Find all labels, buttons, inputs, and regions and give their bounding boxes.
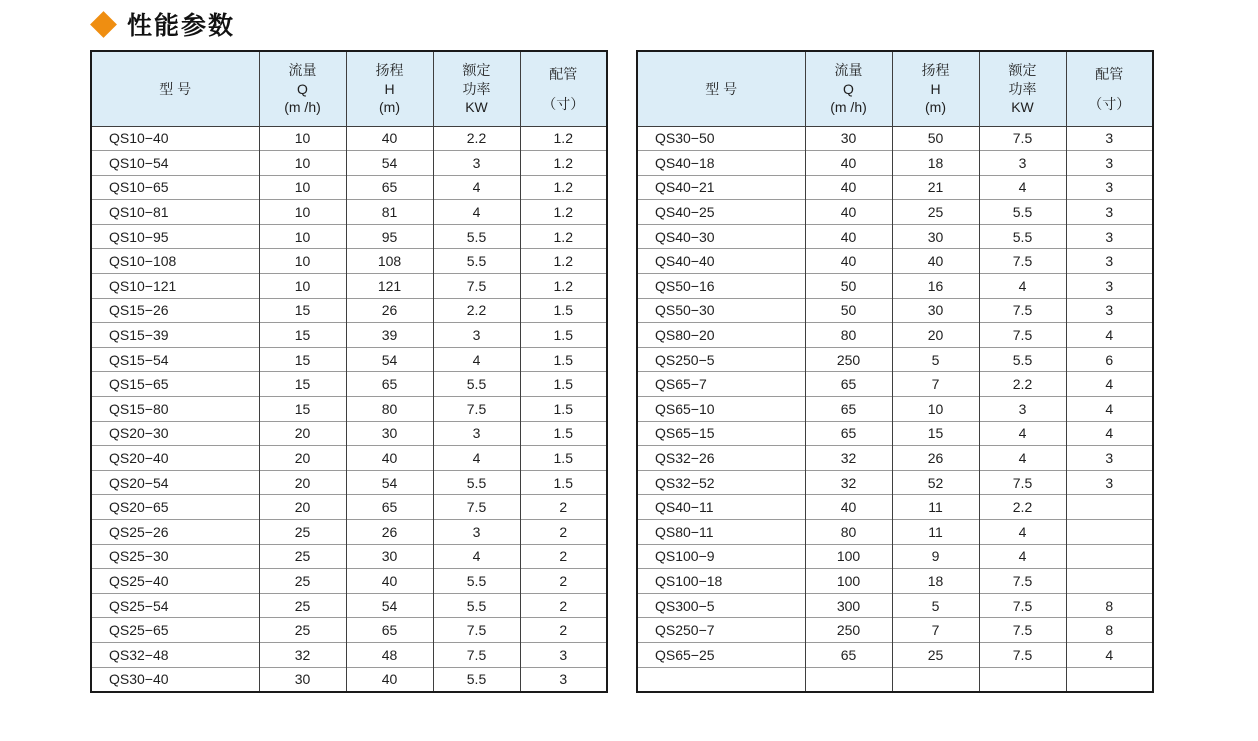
- cell-flow: 80: [805, 323, 892, 348]
- cell-power: 3: [433, 421, 520, 446]
- cell-power: 4: [433, 200, 520, 225]
- table-row: [637, 593, 1153, 618]
- cell-model: QS15−39: [91, 323, 259, 348]
- cell-flow: 15: [259, 372, 346, 397]
- cell-model: QS40−11: [637, 495, 805, 520]
- table-row: [91, 569, 607, 594]
- cell-power: 4: [433, 347, 520, 372]
- cell-model: QS25−54: [91, 593, 259, 618]
- cell-flow: 25: [259, 544, 346, 569]
- cell-pipe: 4: [1066, 421, 1153, 446]
- cell-power: 2.2: [433, 126, 520, 151]
- cell-head: 5: [892, 593, 979, 618]
- header-row: [91, 51, 607, 126]
- cell-power: 5.5: [433, 667, 520, 692]
- cell-head: 20: [892, 323, 979, 348]
- cell-pipe: 1.2: [520, 151, 607, 176]
- table-row: [91, 249, 607, 274]
- cell-power: 4: [979, 544, 1066, 569]
- cell-model: QS15−54: [91, 347, 259, 372]
- cell-head: 26: [346, 298, 433, 323]
- cell-flow: 250: [805, 618, 892, 643]
- cell-model: QS10−108: [91, 249, 259, 274]
- cell-model: QS50−16: [637, 274, 805, 299]
- cell-power: 4: [433, 544, 520, 569]
- cell-head: 21: [892, 175, 979, 200]
- table-row: [91, 593, 607, 618]
- cell-head: 40: [346, 667, 433, 692]
- cell-pipe: [1066, 569, 1153, 594]
- cell-model: QS20−65: [91, 495, 259, 520]
- cell-power: 2.2: [433, 298, 520, 323]
- cell-head: 50: [892, 126, 979, 151]
- cell-pipe: 1.2: [520, 224, 607, 249]
- section-title-row: [88, 6, 235, 42]
- cell-power: 7.5: [433, 618, 520, 643]
- cell-flow: 10: [259, 274, 346, 299]
- cell-pipe: 3: [1066, 175, 1153, 200]
- cell-flow: 10: [259, 126, 346, 151]
- cell-pipe: 1.2: [520, 274, 607, 299]
- cell-head: 25: [892, 200, 979, 225]
- table-row: [637, 298, 1153, 323]
- page-title: 性能参数: [127, 12, 236, 40]
- col-header-model-label: 型 号: [705, 80, 738, 97]
- cell-pipe: 4: [1066, 372, 1153, 397]
- table-row: [637, 397, 1153, 422]
- cell-flow: 20: [259, 446, 346, 471]
- cell-flow: 32: [259, 642, 346, 667]
- cell-pipe: 2: [520, 520, 607, 545]
- cell-head: 15: [892, 421, 979, 446]
- col-header-pipe: 配管 （寸）: [1066, 51, 1153, 126]
- table-row: [637, 667, 1153, 692]
- cell-power: 7.5: [433, 274, 520, 299]
- cell-model: QS65−7: [637, 372, 805, 397]
- table-row: [637, 323, 1153, 348]
- table-row: [91, 224, 607, 249]
- cell-model: QS25−26: [91, 520, 259, 545]
- cell-head: 30: [892, 298, 979, 323]
- cell-flow: 40: [805, 175, 892, 200]
- cell-power: 4: [433, 446, 520, 471]
- table-row: [637, 126, 1153, 151]
- cell-head: 16: [892, 274, 979, 299]
- cell-power: 7.5: [979, 249, 1066, 274]
- cell-pipe: 8: [1066, 593, 1153, 618]
- table-row: [637, 421, 1153, 446]
- cell-flow: 32: [805, 446, 892, 471]
- cell-power: 4: [979, 520, 1066, 545]
- cell-model: QS10−65: [91, 175, 259, 200]
- cell-model: QS250−7: [637, 618, 805, 643]
- cell-power: 3: [979, 151, 1066, 176]
- cell-model: QS10−54: [91, 151, 259, 176]
- cell-flow: 25: [259, 569, 346, 594]
- table-row: [91, 618, 607, 643]
- cell-model: QS250−5: [637, 347, 805, 372]
- cell-model: QS65−25: [637, 642, 805, 667]
- cell-model: QS65−15: [637, 421, 805, 446]
- cell-flow: 100: [805, 569, 892, 594]
- cell-pipe: 1.5: [520, 397, 607, 422]
- cell-flow: 20: [259, 495, 346, 520]
- cell-model: QS40−21: [637, 175, 805, 200]
- table-row: [637, 175, 1153, 200]
- cell-flow: 30: [259, 667, 346, 692]
- cell-model: QS300−5: [637, 593, 805, 618]
- cell-flow: 50: [805, 274, 892, 299]
- cell-flow: 10: [259, 175, 346, 200]
- col-header-flow: 流量 Q (m /h): [259, 51, 346, 126]
- cell-flow: 65: [805, 372, 892, 397]
- cell-head: 30: [346, 544, 433, 569]
- cell-pipe: 2: [520, 569, 607, 594]
- cell-pipe: 4: [1066, 642, 1153, 667]
- cell-flow: 10: [259, 151, 346, 176]
- col-header-model: [637, 51, 805, 126]
- cell-power: 5.5: [979, 347, 1066, 372]
- cell-power: 2.2: [979, 495, 1066, 520]
- cell-pipe: 2: [520, 544, 607, 569]
- cell-model: QS25−30: [91, 544, 259, 569]
- cell-head: 10: [892, 397, 979, 422]
- table-row: [637, 446, 1153, 471]
- cell-model: QS15−26: [91, 298, 259, 323]
- cell-head: 52: [892, 470, 979, 495]
- col-header-power: 额定 功率 KW: [433, 51, 520, 126]
- cell-head: 7: [892, 372, 979, 397]
- table-row: [637, 642, 1153, 667]
- cell-flow: 32: [805, 470, 892, 495]
- table-row: [91, 446, 607, 471]
- cell-flow: 40: [805, 151, 892, 176]
- performance-table-right: [636, 50, 1154, 693]
- cell-power: 7.5: [979, 470, 1066, 495]
- cell-power: 5.5: [433, 569, 520, 594]
- cell-head: 11: [892, 495, 979, 520]
- cell-model: QS10−121: [91, 274, 259, 299]
- cell-head: 18: [892, 569, 979, 594]
- cell-flow: 40: [805, 495, 892, 520]
- cell-pipe: 6: [1066, 347, 1153, 372]
- cell-model: QS32−52: [637, 470, 805, 495]
- cell-pipe: 2: [520, 593, 607, 618]
- table-row: [637, 200, 1153, 225]
- cell-pipe: 1.5: [520, 298, 607, 323]
- cell-power: 5.5: [979, 200, 1066, 225]
- table-body-left: [91, 126, 607, 692]
- cell-head: 30: [892, 224, 979, 249]
- table-row: [637, 274, 1153, 299]
- table-row: [91, 470, 607, 495]
- table-row: [637, 470, 1153, 495]
- performance-table-left: [90, 50, 608, 693]
- cell-head: 40: [892, 249, 979, 274]
- cell-flow: 10: [259, 224, 346, 249]
- cell-model: QS80−20: [637, 323, 805, 348]
- cell-model: QS15−80: [91, 397, 259, 422]
- cell-model: QS20−40: [91, 446, 259, 471]
- cell-pipe: 1.5: [520, 323, 607, 348]
- cell-flow: [805, 667, 892, 692]
- cell-pipe: 1.2: [520, 249, 607, 274]
- cell-model: QS25−65: [91, 618, 259, 643]
- cell-power: 5.5: [433, 224, 520, 249]
- table-row: [91, 397, 607, 422]
- header-row: [637, 51, 1153, 126]
- cell-pipe: 2: [520, 618, 607, 643]
- cell-head: 54: [346, 347, 433, 372]
- cell-model: QS32−48: [91, 642, 259, 667]
- cell-power: 3: [433, 520, 520, 545]
- cell-pipe: 3: [1066, 446, 1153, 471]
- cell-pipe: 3: [1066, 224, 1153, 249]
- cell-flow: 30: [805, 126, 892, 151]
- cell-head: 40: [346, 569, 433, 594]
- col-header-head: 扬程 H (m): [346, 51, 433, 126]
- col-header-model-label: 型 号: [159, 80, 192, 97]
- cell-power: 7.5: [433, 495, 520, 520]
- table-row: [91, 642, 607, 667]
- cell-power: 7.5: [979, 323, 1066, 348]
- cell-model: QS25−40: [91, 569, 259, 594]
- cell-pipe: 1.2: [520, 200, 607, 225]
- cell-model: QS40−18: [637, 151, 805, 176]
- cell-power: 7.5: [979, 298, 1066, 323]
- cell-power: 7.5: [979, 642, 1066, 667]
- cell-head: [892, 667, 979, 692]
- table-row: [637, 372, 1153, 397]
- cell-model: QS40−40: [637, 249, 805, 274]
- table-row: [637, 224, 1153, 249]
- cell-head: 5: [892, 347, 979, 372]
- cell-head: 18: [892, 151, 979, 176]
- cell-pipe: 3: [1066, 298, 1153, 323]
- cell-pipe: 3: [1066, 200, 1153, 225]
- cell-model: QS20−54: [91, 470, 259, 495]
- cell-model: QS100−9: [637, 544, 805, 569]
- cell-power: 7.5: [433, 397, 520, 422]
- cell-flow: 25: [259, 618, 346, 643]
- cell-model: QS30−40: [91, 667, 259, 692]
- cell-head: 48: [346, 642, 433, 667]
- cell-power: 3: [433, 323, 520, 348]
- col-header-power: 额定 功率 KW: [979, 51, 1066, 126]
- table-row: [91, 298, 607, 323]
- cell-power: 3: [979, 397, 1066, 422]
- cell-power: 5.5: [433, 249, 520, 274]
- cell-flow: 15: [259, 323, 346, 348]
- cell-flow: 15: [259, 347, 346, 372]
- table-body-right: [637, 126, 1153, 692]
- cell-flow: 65: [805, 642, 892, 667]
- cell-flow: 15: [259, 397, 346, 422]
- cell-model: QS32−26: [637, 446, 805, 471]
- cell-head: 39: [346, 323, 433, 348]
- cell-flow: 40: [805, 249, 892, 274]
- cell-flow: 25: [259, 593, 346, 618]
- cell-model: QS10−40: [109, 130, 169, 147]
- cell-pipe: 1.5: [520, 446, 607, 471]
- cell-flow: 50: [805, 298, 892, 323]
- table-row: [91, 372, 607, 397]
- table-row: [637, 249, 1153, 274]
- cell-head: 54: [346, 470, 433, 495]
- cell-pipe: 3: [1066, 126, 1153, 151]
- diamond-icon: [90, 11, 117, 38]
- table-row: [91, 667, 607, 692]
- table-row: [91, 520, 607, 545]
- cell-head: 11: [892, 520, 979, 545]
- cell-flow: 80: [805, 520, 892, 545]
- cell-model: QS40−25: [637, 200, 805, 225]
- cell-head: 80: [346, 397, 433, 422]
- col-header-model: [91, 51, 259, 126]
- cell-pipe: 1.2: [520, 175, 607, 200]
- cell-power: 4: [979, 446, 1066, 471]
- cell-flow: 10: [259, 200, 346, 225]
- cell-head: 65: [346, 618, 433, 643]
- cell-pipe: 3: [1066, 249, 1153, 274]
- cell-head: 9: [892, 544, 979, 569]
- cell-model: QS65−10: [637, 397, 805, 422]
- cell-head: 65: [346, 372, 433, 397]
- table-row: [91, 151, 607, 176]
- table-row: [91, 495, 607, 520]
- cell-power: 2.2: [979, 372, 1066, 397]
- table-row: [637, 618, 1153, 643]
- cell-flow: 65: [805, 421, 892, 446]
- tables-container: [90, 50, 1154, 693]
- cell-pipe: 2: [520, 495, 607, 520]
- cell-head: 30: [346, 421, 433, 446]
- table-row: [637, 347, 1153, 372]
- table-row: [91, 274, 607, 299]
- cell-model: [637, 667, 805, 692]
- table-row: [91, 544, 607, 569]
- col-header-pipe: 配管 （寸）: [520, 51, 607, 126]
- cell-head: 95: [346, 224, 433, 249]
- cell-model: QS50−30: [637, 298, 805, 323]
- cell-power: 7.5: [979, 593, 1066, 618]
- cell-head: 54: [346, 151, 433, 176]
- cell-power: 5.5: [433, 470, 520, 495]
- cell-head: 54: [346, 593, 433, 618]
- cell-pipe: 1.5: [520, 347, 607, 372]
- cell-pipe: 4: [1066, 397, 1153, 422]
- cell-head: 81: [346, 200, 433, 225]
- cell-power: 7.5: [433, 642, 520, 667]
- cell-pipe: 3: [1066, 470, 1153, 495]
- table-row: [637, 495, 1153, 520]
- cell-head: 65: [346, 175, 433, 200]
- cell-pipe: [1066, 544, 1153, 569]
- table-row: [637, 569, 1153, 594]
- cell-flow: 25: [259, 520, 346, 545]
- cell-flow: 40: [805, 224, 892, 249]
- table-row: [91, 126, 607, 151]
- cell-flow: 300: [805, 593, 892, 618]
- cell-head: 7: [892, 618, 979, 643]
- cell-flow: 20: [259, 421, 346, 446]
- cell-power: [979, 667, 1066, 692]
- cell-power: 5.5: [979, 224, 1066, 249]
- col-header-head: 扬程 H (m): [892, 51, 979, 126]
- cell-pipe: 1.5: [520, 372, 607, 397]
- cell-power: 5.5: [433, 593, 520, 618]
- table-row: [637, 544, 1153, 569]
- cell-power: 4: [433, 175, 520, 200]
- table-row: [91, 175, 607, 200]
- cell-model: QS10−95: [91, 224, 259, 249]
- cell-pipe: [1066, 495, 1153, 520]
- cell-head: 25: [892, 642, 979, 667]
- cell-model: QS40−30: [637, 224, 805, 249]
- cell-head: 40: [346, 126, 433, 151]
- table-row: [91, 347, 607, 372]
- cell-power: 3: [433, 151, 520, 176]
- cell-pipe: 3: [1066, 151, 1153, 176]
- cell-flow: 20: [259, 470, 346, 495]
- table-row: [637, 520, 1153, 545]
- cell-flow: 15: [259, 298, 346, 323]
- cell-model: QS10−81: [91, 200, 259, 225]
- cell-head: 40: [346, 446, 433, 471]
- cell-pipe: 1.2: [520, 126, 607, 151]
- cell-power: 7.5: [979, 569, 1066, 594]
- cell-power: 5.5: [433, 372, 520, 397]
- cell-power: 4: [979, 274, 1066, 299]
- cell-pipe: 1.5: [520, 421, 607, 446]
- cell-model: QS20−30: [91, 421, 259, 446]
- col-header-flow: 流量 Q (m /h): [805, 51, 892, 126]
- cell-pipe: 1.5: [520, 470, 607, 495]
- cell-flow: 65: [805, 397, 892, 422]
- cell-pipe: 3: [1066, 274, 1153, 299]
- table-row: [91, 323, 607, 348]
- cell-pipe: [1066, 520, 1153, 545]
- cell-flow: 100: [805, 544, 892, 569]
- cell-model: QS100−18: [637, 569, 805, 594]
- cell-model: QS30−50: [655, 130, 715, 147]
- cell-pipe: 4: [1066, 323, 1153, 348]
- cell-pipe: 3: [520, 667, 607, 692]
- table-row: [637, 151, 1153, 176]
- cell-pipe: 3: [520, 642, 607, 667]
- cell-model: QS80−11: [637, 520, 805, 545]
- cell-flow: 10: [259, 249, 346, 274]
- cell-model: QS15−65: [91, 372, 259, 397]
- cell-flow: 250: [805, 347, 892, 372]
- cell-head: 26: [892, 446, 979, 471]
- cell-flow: 40: [805, 200, 892, 225]
- table-row: [91, 200, 607, 225]
- cell-head: 108: [346, 249, 433, 274]
- table-row: [91, 421, 607, 446]
- cell-head: 65: [346, 495, 433, 520]
- cell-pipe: [1066, 667, 1153, 692]
- cell-power: 7.5: [979, 618, 1066, 643]
- cell-head: 121: [346, 274, 433, 299]
- cell-pipe: 8: [1066, 618, 1153, 643]
- cell-head: 26: [346, 520, 433, 545]
- cell-power: 4: [979, 175, 1066, 200]
- cell-power: 7.5: [979, 126, 1066, 151]
- cell-power: 4: [979, 421, 1066, 446]
